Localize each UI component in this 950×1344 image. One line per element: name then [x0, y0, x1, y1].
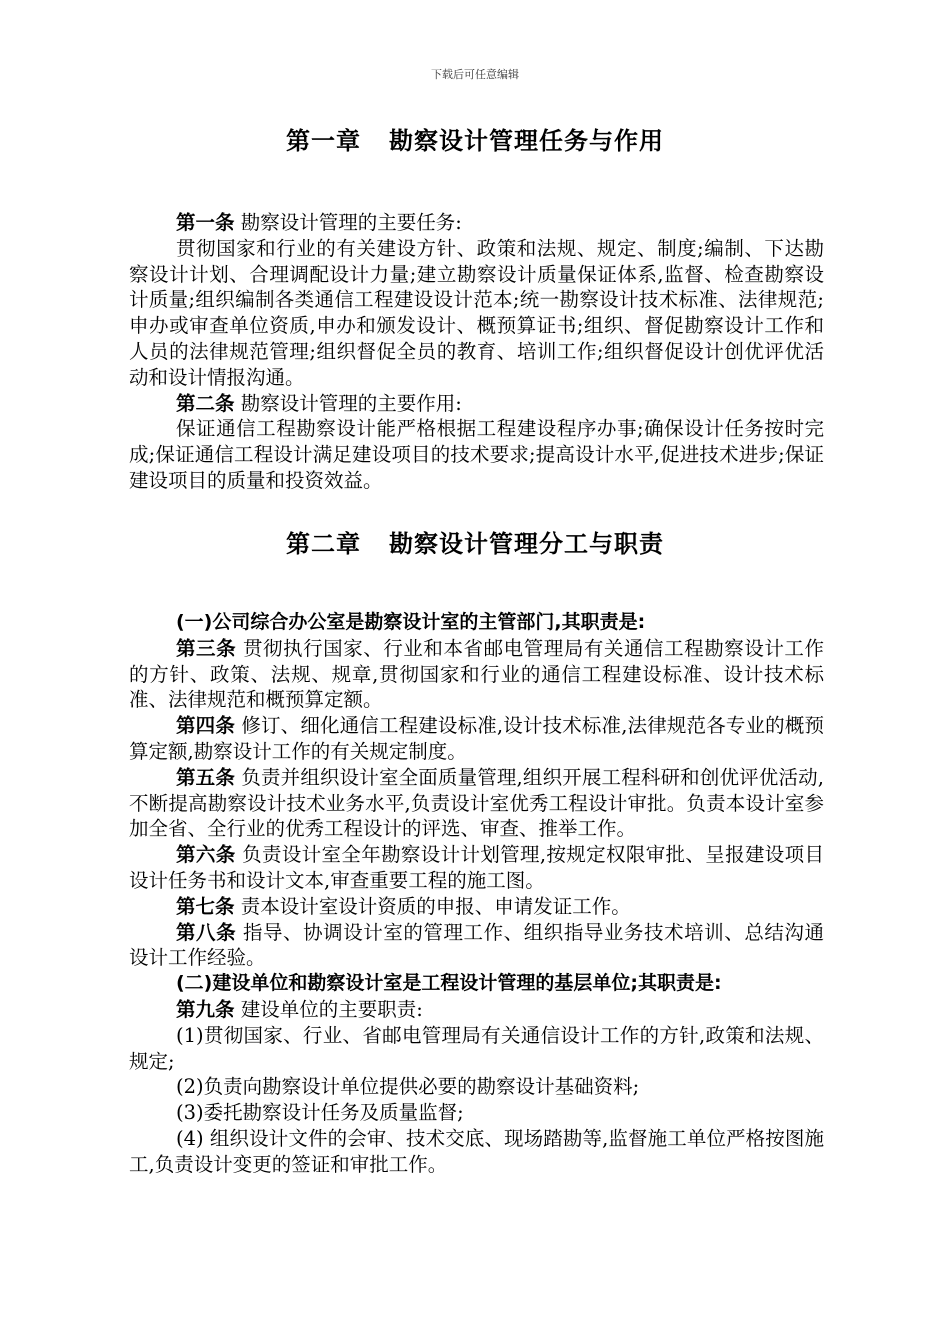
article-8-label: 第八条	[176, 920, 237, 944]
chapter-2-title	[0, 524, 950, 559]
article-6	[129, 842, 824, 894]
chapter-1-number: 第一章	[286, 127, 361, 155]
section-1-heading: (一)公司综合办公室是勘察设计室的主管部门,其职责是:	[176, 611, 646, 633]
chapter-2-name: 勘察设计管理分工与职责	[389, 530, 664, 558]
article-9-heading	[129, 997, 824, 1023]
article-6-label: 第六条	[176, 843, 236, 867]
article-4	[129, 713, 824, 765]
article-6-text: 负责设计室全年勘察设计计划管理,按规定权限审批、呈报建设项目设计任务书和设计文本,审查重要工程的施工图。	[129, 843, 824, 892]
article-9-item-2: (2)负责向勘察设计单位提供必要的勘察设计基础资料;	[176, 1075, 640, 1099]
article-3	[129, 636, 824, 713]
article-5	[129, 765, 824, 842]
article-9-item-3: (3)委托勘察设计任务及质量监督;	[176, 1101, 464, 1125]
article-2-body: 保证通信工程勘察设计能严格根据工程建设程序办事;确保设计任务按时完成;保证通信工程设计满足建设项目的技术要求;提高设计水平,促进技术进步;保证建设项目的质量和投资效益。	[129, 417, 824, 492]
article-2-label: 第二条	[176, 391, 235, 415]
article-2-heading	[129, 391, 824, 417]
article-9-item-1: (1)贯彻国家、行业、省邮电管理局有关通信设计工作的方针,政策和法规、规定;	[129, 1023, 824, 1073]
article-7-label: 第七条	[176, 894, 235, 918]
article-7-text: 责本设计室设计资质的申报、申请发证工作。	[240, 894, 631, 918]
article-1-body: 贯彻国家和行业的有关建设方针、政策和法规、规定、制度;编制、下达勘察设计计划、合理调配设计力量;建立勘察设计质量保证体系,监督、检查勘察设计质量;组织编制各类通信工程建设设计范本;统一勘察设计技术标准、法律规范;申办或审查单位资质,申办和颁发设计、概预算证书;组织、督促勘察设计工作和人员的法律规范管理;组织督促全员的教育、培训工作;组织督促设计创优评优活动和设计情报沟通。	[129, 236, 824, 389]
article-8	[129, 920, 824, 972]
chapter-2-number: 第二章	[286, 530, 361, 558]
article-4-text: 修订、细化通信工程建设标准,设计技术标准,法律规范各专业的概预算定额,勘察设计工作的有关规定制度。	[129, 714, 824, 763]
article-2-heading-text: 勘察设计管理的主要作用:	[240, 391, 462, 415]
article-4-label: 第四条	[176, 714, 235, 738]
article-9-label: 第九条	[176, 997, 235, 1021]
article-1-heading-text: 勘察设计管理的主要任务:	[240, 211, 462, 234]
article-3-label: 第三条	[176, 636, 237, 660]
article-5-text: 负责并组织设计室全面质量管理,组织开展工程科研和创优评优活动,不断提高勘察设计技术业务水平,负责设计室优秀工程设计审批。负责本设计室参加全省、全行业的优秀工程设计的评选、审查、推举工作。	[129, 765, 824, 841]
article-5-label: 第五条	[176, 765, 235, 789]
article-1-heading	[129, 210, 824, 236]
chapter-2-body	[129, 610, 824, 1178]
section-2-heading: (二)建设单位和勘察设计室是工程设计管理的基层单位;其职责是:	[176, 972, 722, 995]
article-7	[129, 894, 824, 920]
article-8-text: 指导、协调设计室的管理工作、组织指导业务技术培训、总结沟通设计工作经验。	[129, 920, 824, 970]
article-1-label: 第一条	[176, 211, 235, 234]
chapter-1-name: 勘察设计管理任务与作用	[389, 127, 664, 155]
article-3-text: 贯彻执行国家、行业和本省邮电管理局有关通信工程勘察设计工作的方针、政策、法规、规章,贯彻国家和行业的通信工程建设标准、设计技术标准、法律规范和概预算定额。	[129, 636, 824, 712]
chapter-1-title	[0, 121, 950, 156]
article-9-item-4: (4) 组织设计文件的会审、技术交底、现场踏勘等,监督施工单位严格按图施工,负责设计变更的签证和审批工作。	[129, 1126, 824, 1176]
article-9-heading-text: 建设单位的主要职责:	[240, 997, 423, 1021]
header-note: 下载后可任意编辑	[431, 68, 519, 81]
chapter-1-body	[129, 210, 824, 494]
